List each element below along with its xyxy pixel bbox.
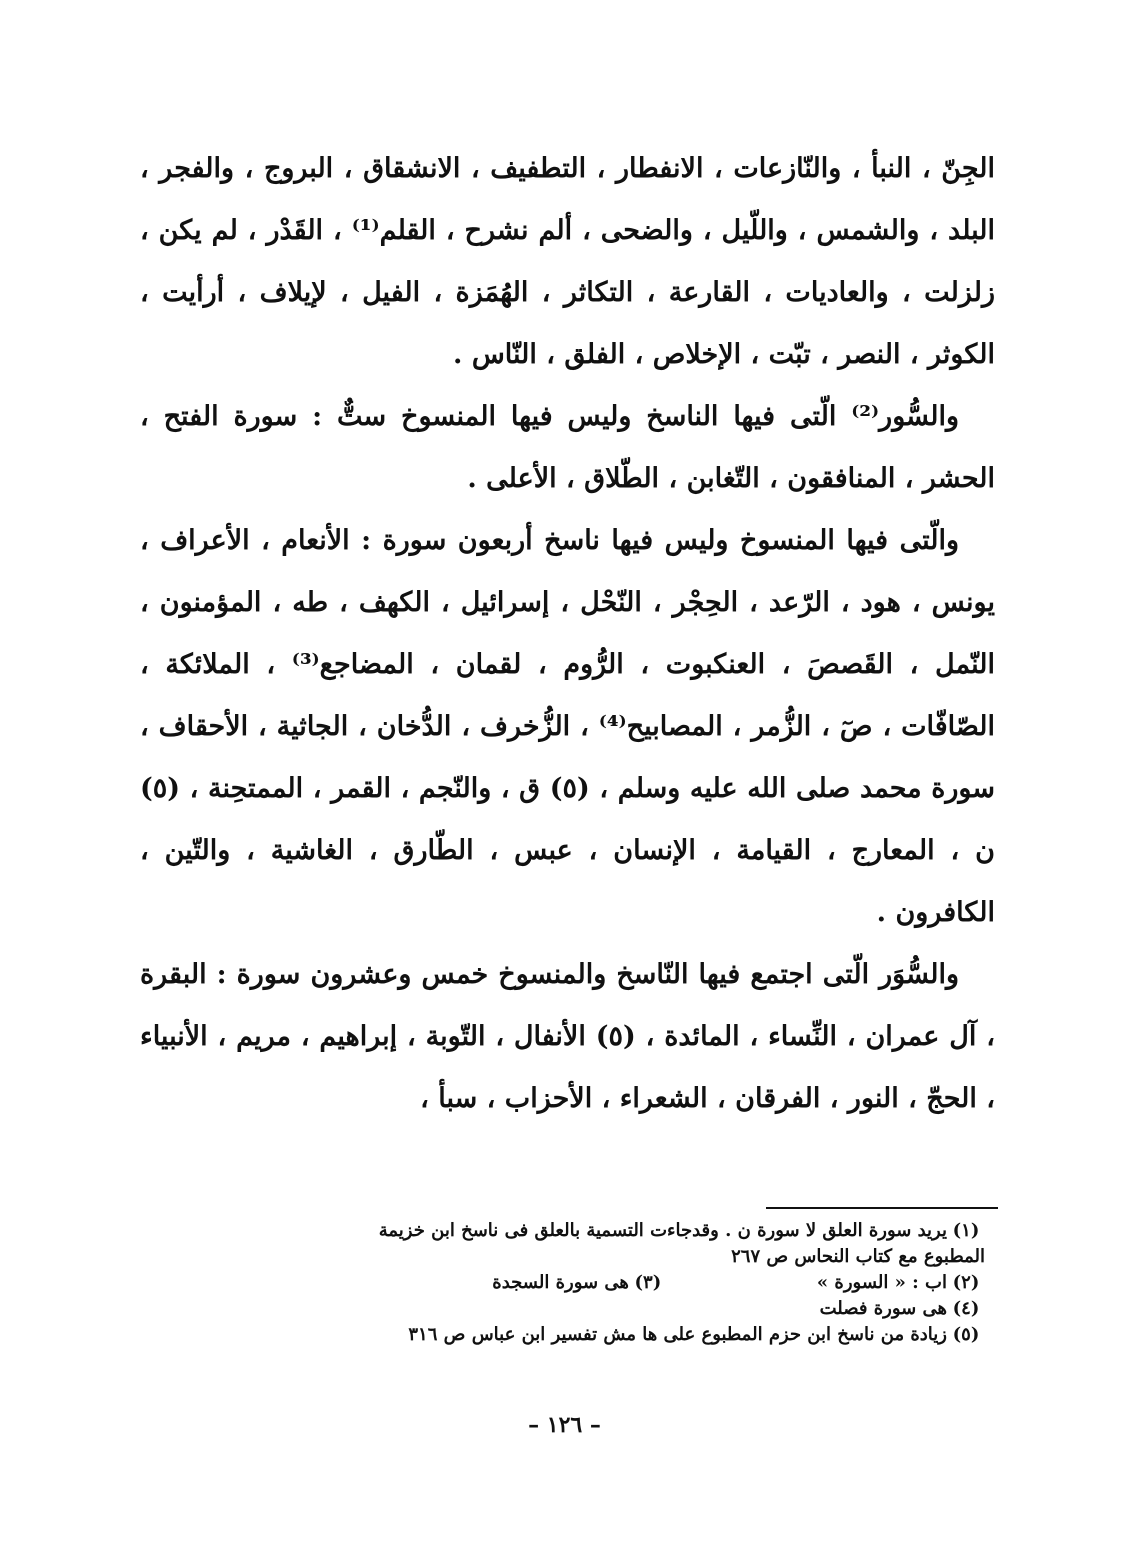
footnote-5 xyxy=(135,1322,985,1348)
footnote-4-text: هى سورة فصلت xyxy=(819,1298,947,1319)
footnote-1 xyxy=(135,1218,985,1244)
footnote-2-number: (٢) xyxy=(952,1272,980,1293)
footnote-1-number: (١) xyxy=(952,1220,980,1241)
footnote-separator xyxy=(766,1207,998,1209)
footnote-2-text: اب : « السورة » xyxy=(816,1272,947,1293)
footnote-1-text: يريد سورة العلق لا سورة ن . وقدجاءت التسمية بالعلق فى ناسخ ابن خزيمة xyxy=(378,1220,947,1241)
footnote-4-number: (٤) xyxy=(952,1298,980,1319)
footnotes xyxy=(135,1218,985,1348)
footnote-5-text: زيادة من ناسخ ابن حزم المطبوع على ها مش تفسير ابن عباس ص ٣١٦ xyxy=(408,1324,947,1345)
footnote-3 xyxy=(492,1270,667,1296)
footnote-4 xyxy=(135,1296,985,1322)
paragraph-3: والّتى فيها المنسوخ وليس فيها ناسخ أربعون سورة : الأنعام ، الأعراف ، يونس ، هود ، الرّعد ، الحِجْر ، النّحْل ، إسرائيل ، الكهف ، طه ، المؤمنون ، النّمل ، القَصصَ ، العنكبوت ، الرُّوم ، لقمان ، المضاجع⁽³⁾ ، الملائكة ، الصّافّات ، صٓ ، الزُّمر ، المصابيح⁽⁴⁾ ، الزُّخرف ، الدُّخان ، الجاثية ، الأحقاف ، سورة محمد صلى الله عليه وسلم ، (٥) ق ، والنّجم ، القمر ، الممتحِنة ، (٥) ن ، المعارج ، القيامة ، الإنسان ، عبس ، الطّارق ، الغاشية ، والتّين ، الكافرون . xyxy=(140,525,996,928)
footnote-3-number: (٣) xyxy=(634,1272,662,1293)
page-number: – ١٢٦ – xyxy=(528,1412,601,1438)
footnote-row-2-3 xyxy=(135,1270,985,1296)
footnote-5-number: (٥) xyxy=(952,1324,980,1345)
paragraph-1: الجِنّ ، النبأ ، والنّازعات ، الانفطار ، التطفيف ، الانشقاق ، البروج ، والفجر ، البلد ، والشمس ، واللّيل ، والضحى ، ألم نشرح ، القلم⁽¹⁾ ، القَدْر ، لم يكن ، زلزلت ، والعاديات ، القارعة ، التكاثر ، الهُمَزة ، الفيل ، لإيلاف ، أرأيت ، الكوثر ، النصر ، تبّت ، الإخلاص ، الفلق ، النّاس . xyxy=(140,153,996,370)
main-text xyxy=(140,138,995,1130)
paragraph-2: والسُّور⁽²⁾ الّتى فيها الناسخ وليس فيها المنسوخ ستٌّ : سورة الفتح ، الحشر ، المنافقون ، التّغابن ، الطّلاق ، الأعلى . xyxy=(140,401,995,494)
footnote-3-text: هى سورة السجدة xyxy=(492,1272,629,1293)
paragraph-4: والسُّوَر الّتى اجتمع فيها النّاسخ والمنسوخ خمس وعشرون سورة : البقرة ، آل عمران ، النِّساء ، المائدة ، (٥) الأنفال ، التّوبة ، إبراهيم ، مريم ، الأنبياء ، الحجّ ، النور ، الفرقان ، الشعراء ، الأحزاب ، سبأ ، xyxy=(140,959,995,1114)
footnote-1-continuation: المطبوع مع كتاب النحاس ص ٢٦٧ xyxy=(731,1246,985,1267)
footnote-2 xyxy=(817,1270,985,1296)
